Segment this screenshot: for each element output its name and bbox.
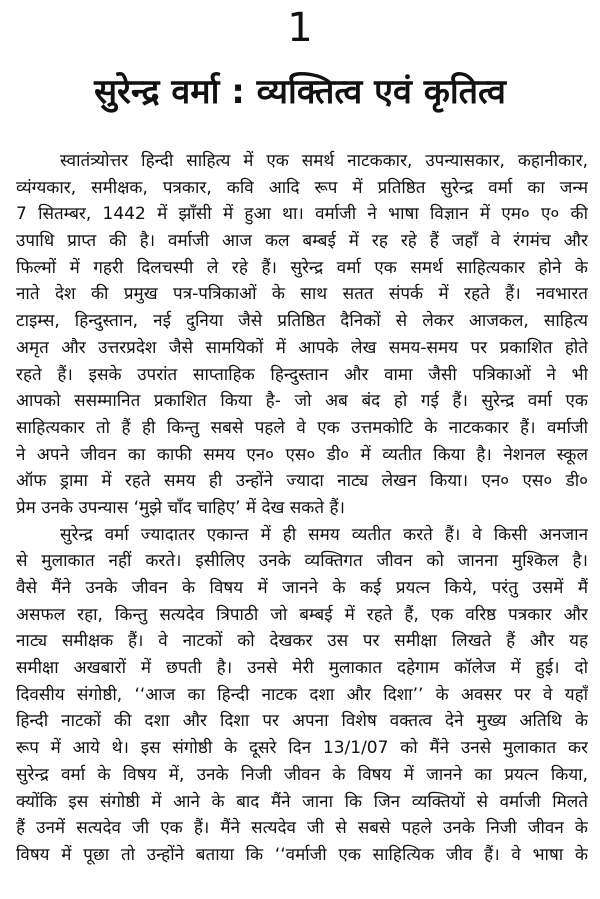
text-line: आपको ससम्मानित प्रकाशित किया है- जो अब बंद हो गई हैं। सुरेन्द्र वर्मा एक	[16, 391, 588, 412]
text-line: असफल रहा, किन्तु सत्यदेव त्रिपाठी जो बम्बई में रहते हैं, एक वरिष्ठ पत्रकार और	[16, 604, 588, 625]
text-line: नाते देश की प्रमुख पत्र-पत्रिकाओं के साथ सतत संपर्क में रहते हैं। नवभारत	[16, 284, 588, 305]
text-line: स्वातंत्र्योत्तर हिन्दी साहित्य में एक समर्थ नाटककार, उपन्यासकार, कहानीकार,	[60, 151, 588, 171]
text-line: रूप में आये थे। इस संगोष्ठी के दूसरे दिन 13/1/07 को मैंने उनसे मुलाकात कर	[16, 738, 588, 759]
text-line: फिल्मों में गहरी दिलचस्पी ले रहे हैं। सुरेन्द्र वर्मा एक समर्थ साहित्यकार होने के	[16, 257, 588, 278]
chapter-number: 1	[287, 5, 313, 51]
paragraph-1	[16, 148, 588, 522]
text-line: रहते हैं। इसके उपरांत साप्ताहिक हिन्दुस्तान और वामा जैसी पत्रिकाओं ने भी	[16, 364, 588, 385]
text-line: व्यंग्यकार, समीक्षक, पत्रकार, कवि आदि रूप में प्रतिष्ठित सुरेन्द्र वर्मा का जन्म	[16, 177, 588, 198]
text-line: हिन्दी नाटकों की दशा और दिशा पर अपना विशेष वक्तत्व देने मुख्य अतिथि के	[16, 711, 588, 732]
text-line: वैसे मैंने उनके जीवन के विषय में जानने के कई प्रयत्न किये, परंतु उसमें मैं	[16, 578, 588, 598]
paragraph-2	[16, 522, 588, 869]
text-line: सुरेन्द्र वर्मा ज्यादातर एकान्त में ही समय व्यतीत करते हैं। वे किसी अनजान	[60, 524, 588, 545]
text-line: 7 सितम्बर, 1442 में झाँसी में हुआ था। वर्माजी ने भाषा विज्ञान में एम० ए० की	[16, 204, 588, 225]
chapter-title: सुरेन्द्र वर्मा : व्यक्तित्व एवं कृतित्व	[94, 72, 506, 112]
text-line: नाट्य समीक्षक हैं। वे नाटकों को देखकर उस पर समीक्षा लिखते हैं और यह	[16, 631, 588, 652]
text-line: उपाधि प्राप्त की है। वर्माजी आज कल बम्बई में रह रहे हैं जहाँ वे रंगमंच और	[16, 231, 588, 252]
text-line: ऑफ ड्रामा में रहते समय ही उन्होंने ज्यादा नाट्य लेखन किया। एन० एस० डी०	[16, 471, 588, 492]
text-line: विषय में पूछा तो उन्होंने बताया कि ‘‘वर्माजी एक साहित्यिक जीव हैं। वे भाषा के	[16, 844, 588, 865]
text-line: समीक्षा अखबारों में छपती है। उनसे मेरी मुलाकात दहेगाम कॉलेज में हुई। दो	[16, 658, 588, 679]
text-line: हैं उनमें सत्यदेव जी एक हैं। मैंने सत्यदेव जी से सबसे पहले उनके निजी जीवन के	[16, 818, 588, 839]
body-text	[16, 148, 588, 869]
text-line: दिवसीय संगोष्ठी, ‘‘आज का हिन्दी नाटक दशा और दिशा’’ के अवसर पर वे यहाँ	[16, 684, 588, 705]
text-line: टाइम्स, हिन्दुस्तान, नई दुनिया जैसे प्रतिष्ठित दैनिकों से लेकर आजकल, साहित्य	[16, 311, 588, 332]
text-line: प्रेम उनके उपन्यास ‘मुझे चाँद चाहिए’ में देख सकते हैं।	[16, 497, 345, 518]
text-line: अमृत और उत्तरप्रदेश जैसे सामयिकों में आपके लेख समय-समय पर प्रकाशित होते	[16, 337, 588, 358]
text-line: साहित्यकार तो हैं ही किन्तु सबसे पहले वे एक उत्तमकोटि के नाटककार हैं। वर्माजी	[16, 417, 588, 438]
text-line: से मुलाकात नहीं करते। इसीलिए उनके व्यक्तिगत जीवन को जानना मुश्किल है।	[16, 551, 588, 572]
text-line: ने अपने जीवन का काफी समय एन० एस० डी० में व्यतीत किया है। नेशनल स्कूल	[16, 444, 588, 465]
text-line: सुरेन्द्र वर्मा के विषय में, उनके निजी जीवन के विषय में जानने का प्रयत्न किया,	[16, 764, 588, 785]
text-line: क्योंकि इस संगोष्ठी में आने के बाद मैंने जाना कि जिन व्यक्तियों से वर्माजी मिलते	[16, 791, 588, 812]
